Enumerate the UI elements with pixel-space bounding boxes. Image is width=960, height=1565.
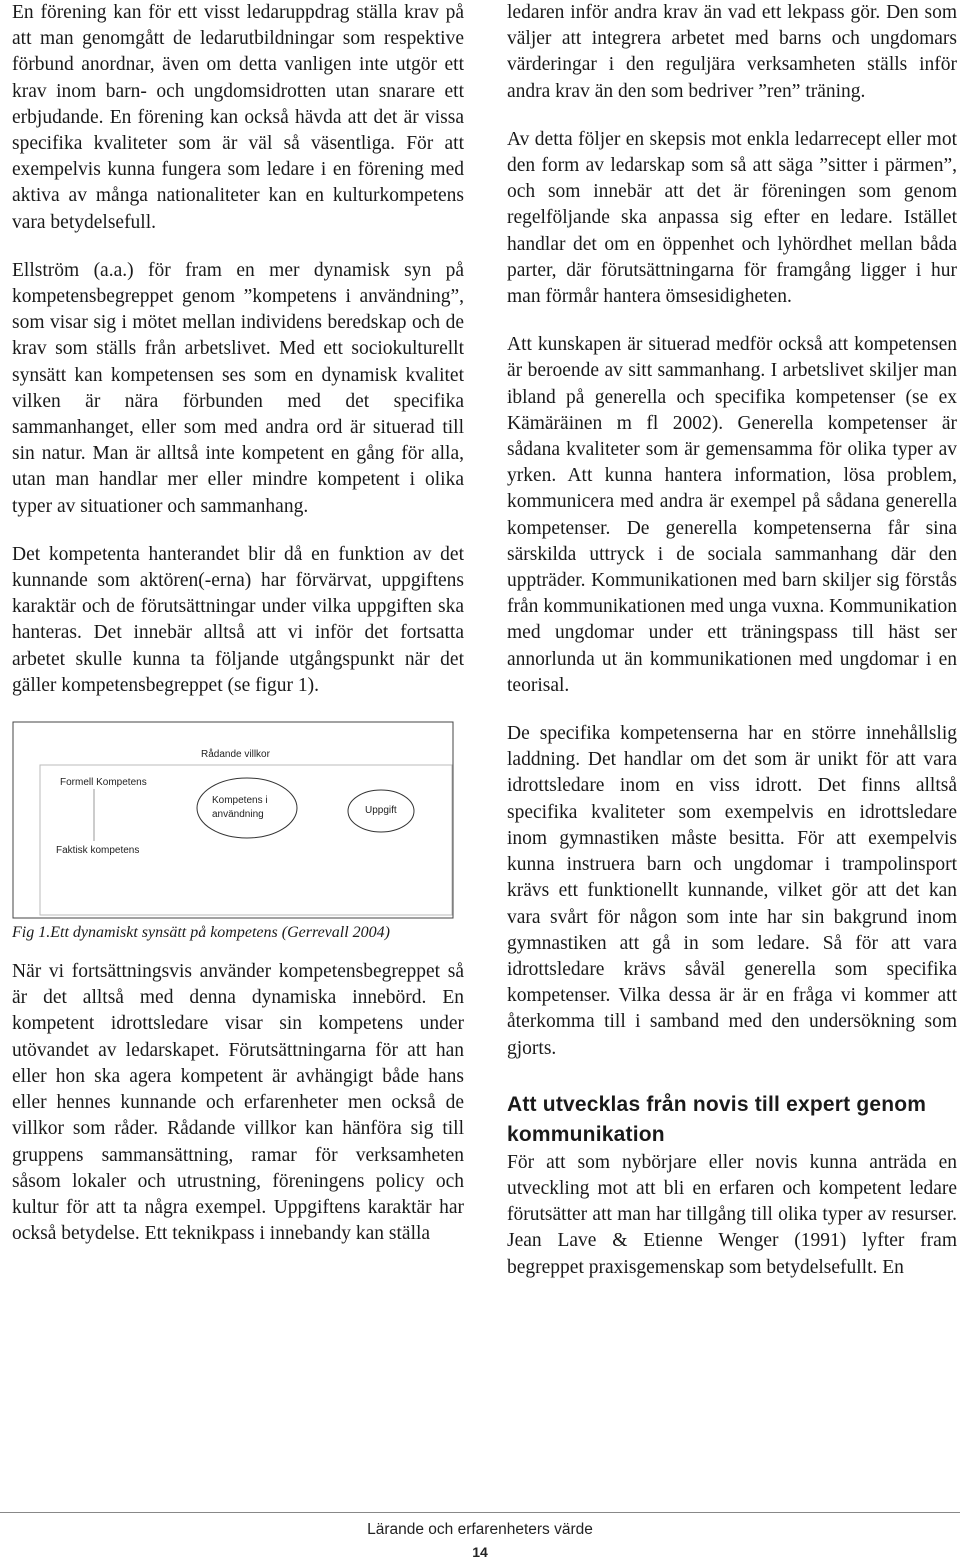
right-paragraph-1: ledaren inför andra krav än vad ett lekpass gör. Den som väljer att integrera arbetet med barns och ungdomars värderingar i den reguljära verksamheten ställs inför andra krav än den som bedriver ”ren” träning. bbox=[507, 2, 957, 102]
usage-label-line2: användning bbox=[212, 809, 264, 821]
right-paragraph-5: För att som nybörjare eller novis kunna anträda en utveckling mot att bli en erfaren och kompetent ledare förutsätter att man har tillgång till olika typer av resurser. Jean Lave & Etienne Wenger (1991) lyfter fram begreppet praxisgemenskap som betydelsefullt. En bbox=[507, 1151, 957, 1278]
right-paragraph-4: De specifika kompetenserna har en större innehållslig laddning. Det handlar om det som är unikt för att vara idrottsledare inom en viss idrott. Det finns alltså specifika kvaliteter som exempelvis en idrottsledare inom gymnastiken måste besitta. För att exempelvis kunna instruera barn och ungdomar i trampolinsport krävs ett funktionellt kunnande, vilket gör att det kan vara svårt för någon som inte har sin bakgrund inom gymnastiken att gå in som ledare. Så för att vara idrottsledare krävs såväl generella som specifika kompetenser. Vilka dessa är är en fråga vi kommer att återkomma till i samband med den undersökning som gjorts. bbox=[507, 723, 957, 1059]
left-paragraph-4: När vi fortsättningsvis använder kompetensbegreppet så är det alltså med denna dynamiska innebörd. En kompetent idrottsledare visar sin kompetens under utövandet av ledarskapet. Förutsättningarna för att han eller hon ska agera kompetent är avhängigt både hans eller hennes kunnande och erfarenheter men också de villkor som råder. Rådande villkor kan hänföra sig till gruppens sammansättning, ramar för verksamheten såsom lokaler och utrustning, föreningens policy och kultur för att ta några exempel. Uppgiftens karaktär har också betydelse. Ett teknikpass i innebandy kan ställa bbox=[12, 961, 464, 1245]
usage-ellipse bbox=[197, 778, 297, 838]
left-column bbox=[12, 0, 464, 1247]
left-paragraph-2: Ellström (a.a.) för fram en mer dynamisk syn på kompetensbegreppet genom ”kompetens i användning”, som visar sig i mötet mellan individens beredskap och de krav som ställs från arbetslivet. Med ett sociokulturellt synsätt kan kompetensen ses som en dynamisk kvalitet vilken är nära förbunden med det specifika sammanhanget, eller som med andra ord är situerad till sin natur. Man är alltså inte kompetent en gång för alla, utan man handlar mer eller mindre kompetent i olika typer av situationer och sammanhang. bbox=[12, 259, 464, 517]
left-paragraph-3: Det kompetenta hanterandet blir då en funktion av det kunnande som aktören(-erna) har förvärvat, uppgiftens karaktär och de förutsättningar under vilka uppgiften ska hanteras. Det innebär alltså att vi inför det fortsatta arbetet skulle kunna ta följande utgångspunkt när det gäller kompetensbegreppet (se figur 1). bbox=[12, 543, 464, 696]
formal-competence-label: Formell Kompetens bbox=[60, 777, 147, 789]
task-label: Uppgift bbox=[365, 805, 397, 817]
right-paragraph-3: Att kunskapen är situerad medför också att kompetensen är beroende av sitt sammanhang. I arbetslivet skiljer man ibland på generella och specifika kompetenser (se ex Kämäräinen m fl 2002). Generella kompetenser är sådana kvaliteter som är gemensamma för olika typer av yrken. Att kunna hantera information, lösa problem, kommunicera med andra är exempel på sådana generella kompetenser. De generella kompetenserna får sina särskilda uttryck i de sociala sammanhang där den uppträder. Kommunikationen med barn skiljer sig förstås från kommunikationen med unga vuxna. Kommunikation med ungdomar under ett träningspass till häst ser annorlunda ut än kommunikationen med ungdomar i en teorisal. bbox=[507, 334, 957, 696]
right-paragraph-2: Av detta följer en skepsis mot enkla ledarrecept eller mot den form av ledarskap som så att säga ”sitter i pärmen”, och som innebär att det är föreningen som genom regelföljande ska anpassa sig efter en ledare. Istället handlar det om en öppenhet och lyhördhet mellan båda parter, där förutsättningarna för framgång ligger i hur man förmår hantera ömsesidigheten. bbox=[507, 128, 957, 308]
footer-title: Lärande och erfarenheters värde bbox=[367, 1521, 593, 1538]
page-number: 14 bbox=[472, 1544, 488, 1560]
actual-competence-label: Faktisk kompetens bbox=[56, 845, 140, 857]
footer-divider bbox=[0, 1512, 960, 1513]
competence-figure bbox=[12, 721, 464, 921]
figure-caption: Fig 1.Ett dynamiskt synsätt på kompetens (Gerrevall 2004) bbox=[12, 924, 390, 942]
section-heading: Att utvecklas från novis till expert genom kommunikation bbox=[507, 1092, 927, 1146]
right-column bbox=[507, 0, 957, 1281]
conditions-label: Rådande villkor bbox=[201, 749, 270, 761]
usage-label-line1: Kompetens i bbox=[212, 795, 268, 807]
left-paragraph-1: En förening kan för ett visst ledaruppdrag ställa krav på att man genomgått de ledarutbildningar som respektive förbund anordnar, även om detta vanligen inte utgör ett krav inom barn- och ungdomsidrotten utan snarare ett erbjudande. En förening kan också hävda att det är vissa specifika kvaliteter som är väl så väsentliga. För att exempelvis kunna fungera som ledare i en förening med aktiva av många nationaliteter kan en kulturkompetens vara betydelsefull. bbox=[12, 2, 464, 233]
